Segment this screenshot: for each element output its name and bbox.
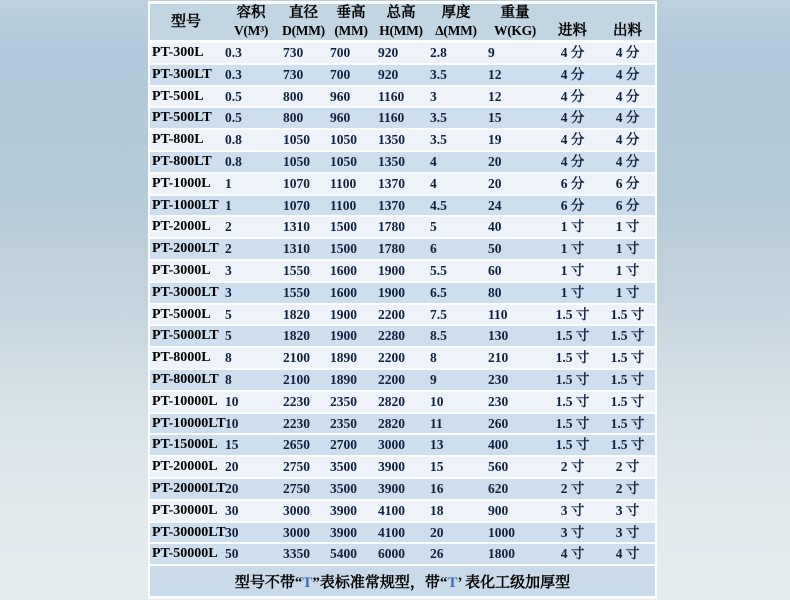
table-row [150, 392, 655, 412]
cell-outlet: 6 分 [615, 197, 640, 213]
header-cell-thickness [427, 4, 485, 40]
cell-outlet: 4 分 [615, 153, 640, 169]
cell-outlet: 4 寸 [615, 546, 640, 562]
cell-diameter: 2100 [283, 350, 310, 366]
cell-inlet: 1.5 寸 [555, 415, 590, 431]
cell-model: PT-8000LT [152, 371, 219, 387]
cell-total-height: 4100 [378, 524, 405, 540]
table-row [150, 414, 655, 434]
cell-weight: 9 [488, 45, 495, 60]
header-thickness-label: 厚度 [441, 5, 471, 21]
cell-volume: 30 [225, 502, 239, 518]
cell-thickness: 18 [430, 502, 444, 518]
cell-model: PT-2000LT [152, 241, 219, 257]
cell-vertical-height: 1500 [330, 241, 357, 257]
cell-inlet: 1 寸 [560, 219, 585, 235]
cell-thickness: 6.5 [430, 284, 447, 300]
table-row [150, 87, 655, 107]
cell-total-height: 1160 [378, 110, 405, 126]
header-inlet-label: 进料 [558, 22, 587, 39]
cell-volume: 2 [225, 219, 232, 235]
header-cell-weight [485, 4, 545, 40]
cell-model: PT-10000LT [152, 415, 226, 431]
cell-outlet: 4 分 [615, 66, 640, 82]
table-row [150, 152, 655, 172]
cell-volume: 1 [225, 175, 232, 191]
cell-inlet: 1 寸 [560, 284, 585, 300]
cell-outlet: 4 分 [615, 45, 640, 60]
cell-thickness: 3.5 [430, 132, 447, 148]
cell-inlet: 1 寸 [560, 262, 585, 278]
cell-total-height: 2820 [378, 415, 405, 431]
table-row [150, 501, 655, 521]
header-cell-outlet [600, 4, 655, 41]
cell-thickness: 26 [430, 546, 444, 562]
table-row [150, 239, 655, 259]
cell-diameter: 3000 [283, 524, 310, 540]
cell-model: PT-500L [152, 88, 204, 104]
cell-volume: 1 [225, 197, 232, 213]
cell-weight: 560 [488, 459, 509, 475]
cell-volume: 20 [225, 480, 239, 496]
cell-total-height: 920 [378, 66, 399, 82]
cell-vertical-height: 700 [330, 66, 351, 82]
cell-diameter: 1070 [283, 175, 310, 191]
cell-inlet: 6 分 [560, 197, 585, 213]
cell-vertical-height: 1050 [330, 132, 357, 148]
table-row [150, 261, 655, 281]
note-part2: ”表标准常规型，带“ [312, 574, 448, 591]
cell-vertical-height: 1100 [330, 197, 357, 213]
cell-vertical-height: 1890 [330, 371, 357, 387]
cell-inlet: 4 分 [560, 153, 585, 169]
cell-thickness: 2.8 [430, 45, 447, 60]
cell-model: PT-800L [152, 132, 204, 148]
cell-outlet: 1.5 寸 [610, 415, 645, 431]
cell-total-height: 1350 [378, 132, 405, 148]
cell-diameter: 2750 [283, 480, 310, 496]
cell-volume: 5 [225, 328, 232, 344]
cell-weight: 130 [488, 328, 509, 344]
cell-vertical-height: 3900 [330, 524, 357, 540]
cell-vertical-height: 1900 [330, 328, 357, 344]
cell-diameter: 1050 [283, 132, 310, 148]
header-model-label: 型号 [170, 13, 201, 30]
cell-thickness: 10 [430, 393, 444, 409]
cell-model: PT-20000L [152, 459, 218, 475]
cell-volume: 0.8 [225, 132, 242, 148]
cell-inlet: 1.5 寸 [555, 393, 590, 409]
table-row [150, 130, 655, 150]
cell-outlet: 4 分 [615, 110, 640, 126]
cell-vertical-height: 2350 [330, 393, 357, 409]
cell-volume: 2 [225, 241, 232, 257]
cell-volume: 50 [225, 546, 239, 562]
cell-weight: 260 [488, 415, 509, 431]
cell-weight: 230 [488, 393, 509, 409]
cell-weight: 400 [488, 437, 509, 453]
cell-thickness: 16 [430, 480, 444, 496]
header-cell-volume [222, 4, 280, 40]
cell-thickness: 4.5 [430, 197, 447, 213]
cell-outlet: 1 寸 [615, 262, 640, 278]
cell-inlet: 1.5 寸 [555, 371, 590, 387]
cell-inlet: 2 寸 [560, 480, 585, 496]
header-diameter-label: 直径 [289, 5, 318, 21]
table-row [150, 43, 655, 63]
cell-weight: 40 [488, 219, 502, 235]
cell-weight: 230 [488, 371, 509, 387]
cell-diameter: 1050 [283, 153, 310, 169]
cell-total-height: 2820 [378, 393, 405, 409]
cell-thickness: 5 [430, 219, 437, 235]
cell-inlet: 4 分 [560, 45, 585, 60]
cell-total-height: 1780 [378, 241, 405, 257]
cell-thickness: 11 [430, 415, 443, 431]
cell-inlet: 1.5 寸 [555, 306, 590, 322]
cell-inlet: 4 分 [560, 66, 585, 82]
cell-inlet: 4 分 [560, 88, 585, 104]
table-row [150, 435, 655, 455]
cell-total-height: 6000 [378, 546, 405, 562]
cell-diameter: 2230 [283, 415, 310, 431]
header-weight-label: 重量 [500, 5, 530, 21]
cell-weight: 20 [488, 153, 502, 169]
cell-weight: 1800 [488, 546, 515, 562]
cell-outlet: 2 寸 [615, 459, 640, 475]
header-vertical-height-unit: (MM) [334, 23, 368, 38]
table-row [150, 65, 655, 85]
note-part1: 型号不带“ [234, 574, 303, 591]
cell-vertical-height: 1890 [330, 350, 357, 366]
cell-weight: 210 [488, 350, 509, 366]
cell-diameter: 2230 [283, 393, 310, 409]
header-cell-vertical-height [327, 4, 375, 40]
cell-inlet: 3 寸 [560, 524, 585, 540]
cell-thickness: 4 [430, 175, 437, 191]
cell-total-height: 1900 [378, 262, 405, 278]
cell-inlet: 4 分 [560, 110, 585, 126]
cell-model: PT-2000L [152, 219, 211, 235]
cell-total-height: 3000 [378, 437, 405, 453]
header-cell-model [150, 4, 222, 40]
cell-outlet: 1.5 寸 [610, 328, 645, 344]
cell-outlet: 3 寸 [615, 502, 640, 518]
cell-vertical-height: 960 [330, 88, 351, 104]
header-weight-unit: W(KG) [494, 23, 536, 38]
cell-diameter: 1820 [283, 328, 310, 344]
cell-diameter: 730 [283, 45, 304, 60]
cell-thickness: 15 [430, 459, 444, 475]
cell-volume: 3 [225, 262, 232, 278]
cell-diameter: 1310 [283, 241, 310, 257]
footer-note [150, 566, 655, 596]
cell-model: PT-800LT [152, 153, 212, 169]
cell-outlet: 3 寸 [615, 524, 640, 540]
cell-outlet: 1.5 寸 [610, 306, 645, 322]
cell-thickness: 4 [430, 153, 437, 169]
cell-total-height: 2200 [378, 371, 405, 387]
cell-thickness: 3.5 [430, 110, 447, 126]
cell-diameter: 800 [283, 110, 304, 126]
cell-weight: 900 [488, 502, 509, 518]
cell-outlet: 4 分 [615, 88, 640, 104]
cell-diameter: 2650 [283, 437, 310, 453]
cell-model: PT-500LT [152, 110, 212, 126]
cell-total-height: 3900 [378, 480, 405, 496]
header-volume-unit: V(M³) [233, 23, 269, 38]
table-row [150, 283, 655, 303]
cell-outlet: 1.5 寸 [610, 393, 645, 409]
cell-model: PT-8000L [152, 350, 211, 366]
cell-total-height: 2200 [378, 306, 405, 322]
cell-model: PT-50000L [152, 546, 218, 562]
spec-table [148, 1, 657, 599]
cell-vertical-height: 700 [330, 45, 351, 60]
cell-vertical-height: 1100 [330, 175, 357, 191]
cell-outlet: 1.5 寸 [610, 371, 645, 387]
note-part3: ’ 表化工级加厚型 [457, 574, 571, 591]
cell-thickness: 20 [430, 524, 444, 540]
table-row [150, 196, 655, 216]
cell-total-height: 4100 [378, 502, 405, 518]
cell-volume: 5 [225, 306, 232, 322]
cell-thickness: 5.5 [430, 262, 447, 278]
cell-inlet: 3 寸 [560, 502, 585, 518]
cell-vertical-height: 960 [330, 110, 351, 126]
table-row [150, 370, 655, 390]
cell-vertical-height: 2350 [330, 415, 357, 431]
cell-outlet: 4 分 [615, 132, 640, 148]
cell-model: PT-300LT [152, 66, 212, 82]
cell-model: PT-5000LT [152, 328, 219, 344]
cell-diameter: 1310 [283, 219, 310, 235]
cell-outlet: 6 分 [615, 175, 640, 191]
cell-volume: 30 [225, 524, 239, 540]
cell-model: PT-15000L [152, 437, 218, 453]
cell-model: PT-5000L [152, 306, 211, 322]
cell-inlet: 6 分 [560, 175, 585, 191]
cell-volume: 20 [225, 459, 239, 475]
cell-vertical-height: 3500 [330, 480, 357, 496]
cell-outlet: 1.5 寸 [610, 437, 645, 453]
cell-diameter: 730 [283, 66, 304, 82]
cell-outlet: 2 寸 [615, 480, 640, 496]
cell-total-height: 3900 [378, 459, 405, 475]
cell-diameter: 1070 [283, 197, 310, 213]
cell-thickness: 13 [430, 437, 444, 453]
cell-vertical-height: 3500 [330, 459, 357, 475]
cell-total-height: 1780 [378, 219, 405, 235]
cell-volume: 0.3 [225, 45, 242, 60]
cell-vertical-height: 5400 [330, 546, 357, 562]
table-row [150, 217, 655, 237]
cell-diameter: 2100 [283, 371, 310, 387]
cell-volume: 10 [225, 393, 239, 409]
header-diameter-unit: D(MM) [282, 23, 325, 38]
cell-weight: 19 [488, 132, 502, 148]
cell-weight: 12 [488, 88, 502, 104]
footer-note-text [235, 571, 570, 592]
cell-inlet: 2 寸 [560, 459, 585, 475]
cell-weight: 12 [488, 66, 502, 82]
cell-model: PT-10000L [152, 393, 218, 409]
cell-thickness: 7.5 [430, 306, 447, 322]
cell-weight: 20 [488, 175, 502, 191]
header-volume-label: 容积 [236, 5, 266, 21]
note-t1: T [302, 574, 313, 591]
cell-model: PT-300L [152, 45, 204, 60]
cell-volume: 3 [225, 284, 232, 300]
cell-vertical-height: 2700 [330, 437, 357, 453]
header-total-height-unit: H(MM) [379, 23, 423, 38]
note-t2: T [447, 574, 458, 591]
cell-inlet: 1.5 寸 [555, 437, 590, 453]
cell-weight: 60 [488, 262, 502, 278]
cell-inlet: 1.5 寸 [555, 328, 590, 344]
cell-volume: 8 [225, 350, 232, 366]
cell-inlet: 1.5 寸 [555, 350, 590, 366]
header-cell-inlet [545, 4, 600, 41]
cell-thickness: 3 [430, 88, 437, 104]
table-row [150, 479, 655, 499]
cell-model: PT-1000LT [152, 197, 219, 213]
cell-weight: 15 [488, 110, 502, 126]
cell-model: PT-3000L [152, 262, 211, 278]
cell-volume: 0.5 [225, 110, 242, 126]
cell-volume: 15 [225, 437, 239, 453]
cell-weight: 24 [488, 197, 502, 213]
cell-thickness: 3.5 [430, 66, 447, 82]
cell-weight: 50 [488, 241, 502, 257]
cell-vertical-height: 1900 [330, 306, 357, 322]
header-outlet-label: 出料 [613, 22, 642, 39]
cell-model: PT-3000LT [152, 284, 219, 300]
cell-weight: 80 [488, 284, 502, 300]
cell-outlet: 1 寸 [615, 241, 640, 257]
cell-model: PT-1000L [152, 175, 211, 191]
table-row [150, 108, 655, 128]
cell-diameter: 800 [283, 88, 304, 104]
cell-total-height: 1900 [378, 284, 405, 300]
header-total-height-label: 总高 [386, 5, 416, 21]
header-cell-diameter [280, 4, 327, 40]
cell-volume: 0.3 [225, 66, 242, 82]
table-row [150, 457, 655, 477]
table-row [150, 174, 655, 194]
cell-diameter: 1820 [283, 306, 310, 322]
cell-vertical-height: 1600 [330, 284, 357, 300]
cell-vertical-height: 1600 [330, 262, 357, 278]
cell-diameter: 3350 [283, 546, 310, 562]
cell-vertical-height: 1050 [330, 153, 357, 169]
cell-vertical-height: 1500 [330, 219, 357, 235]
cell-model: PT-30000L [152, 502, 218, 518]
header-vertical-height-label: 垂高 [336, 5, 366, 21]
cell-total-height: 2280 [378, 328, 405, 344]
cell-total-height: 2200 [378, 350, 405, 366]
cell-volume: 0.8 [225, 153, 242, 169]
table-header [150, 4, 655, 40]
cell-thickness: 8 [430, 350, 437, 366]
cell-inlet: 1 寸 [560, 241, 585, 257]
table-row [150, 523, 655, 543]
table-row [150, 305, 655, 325]
cell-diameter: 1550 [283, 262, 310, 278]
cell-diameter: 2750 [283, 459, 310, 475]
cell-weight: 1000 [488, 524, 515, 540]
cell-outlet: 1 寸 [615, 219, 640, 235]
cell-thickness: 9 [430, 371, 437, 387]
cell-outlet: 1 寸 [615, 284, 640, 300]
cell-weight: 620 [488, 480, 509, 496]
cell-thickness: 8.5 [430, 328, 447, 344]
cell-inlet: 4 分 [560, 132, 585, 148]
cell-inlet: 4 寸 [560, 546, 585, 562]
cell-total-height: 1370 [378, 175, 405, 191]
cell-total-height: 920 [378, 45, 399, 60]
cell-volume: 0.5 [225, 88, 242, 104]
header-cell-total-height [375, 4, 427, 40]
cell-volume: 10 [225, 415, 239, 431]
table-row [150, 544, 655, 564]
table-row [150, 348, 655, 368]
cell-vertical-height: 3900 [330, 502, 357, 518]
cell-model: PT-20000LT [152, 480, 226, 496]
cell-model: PT-30000LT [152, 524, 226, 540]
cell-total-height: 1160 [378, 88, 405, 104]
cell-diameter: 3000 [283, 502, 310, 518]
cell-total-height: 1350 [378, 153, 405, 169]
table-body [150, 43, 655, 564]
header-thickness-unit: Δ(MM) [435, 23, 477, 38]
cell-outlet: 1.5 寸 [610, 350, 645, 366]
cell-diameter: 1550 [283, 284, 310, 300]
cell-thickness: 6 [430, 241, 437, 257]
table-row [150, 326, 655, 346]
cell-weight: 110 [488, 306, 508, 322]
cell-total-height: 1370 [378, 197, 405, 213]
cell-volume: 8 [225, 371, 232, 387]
